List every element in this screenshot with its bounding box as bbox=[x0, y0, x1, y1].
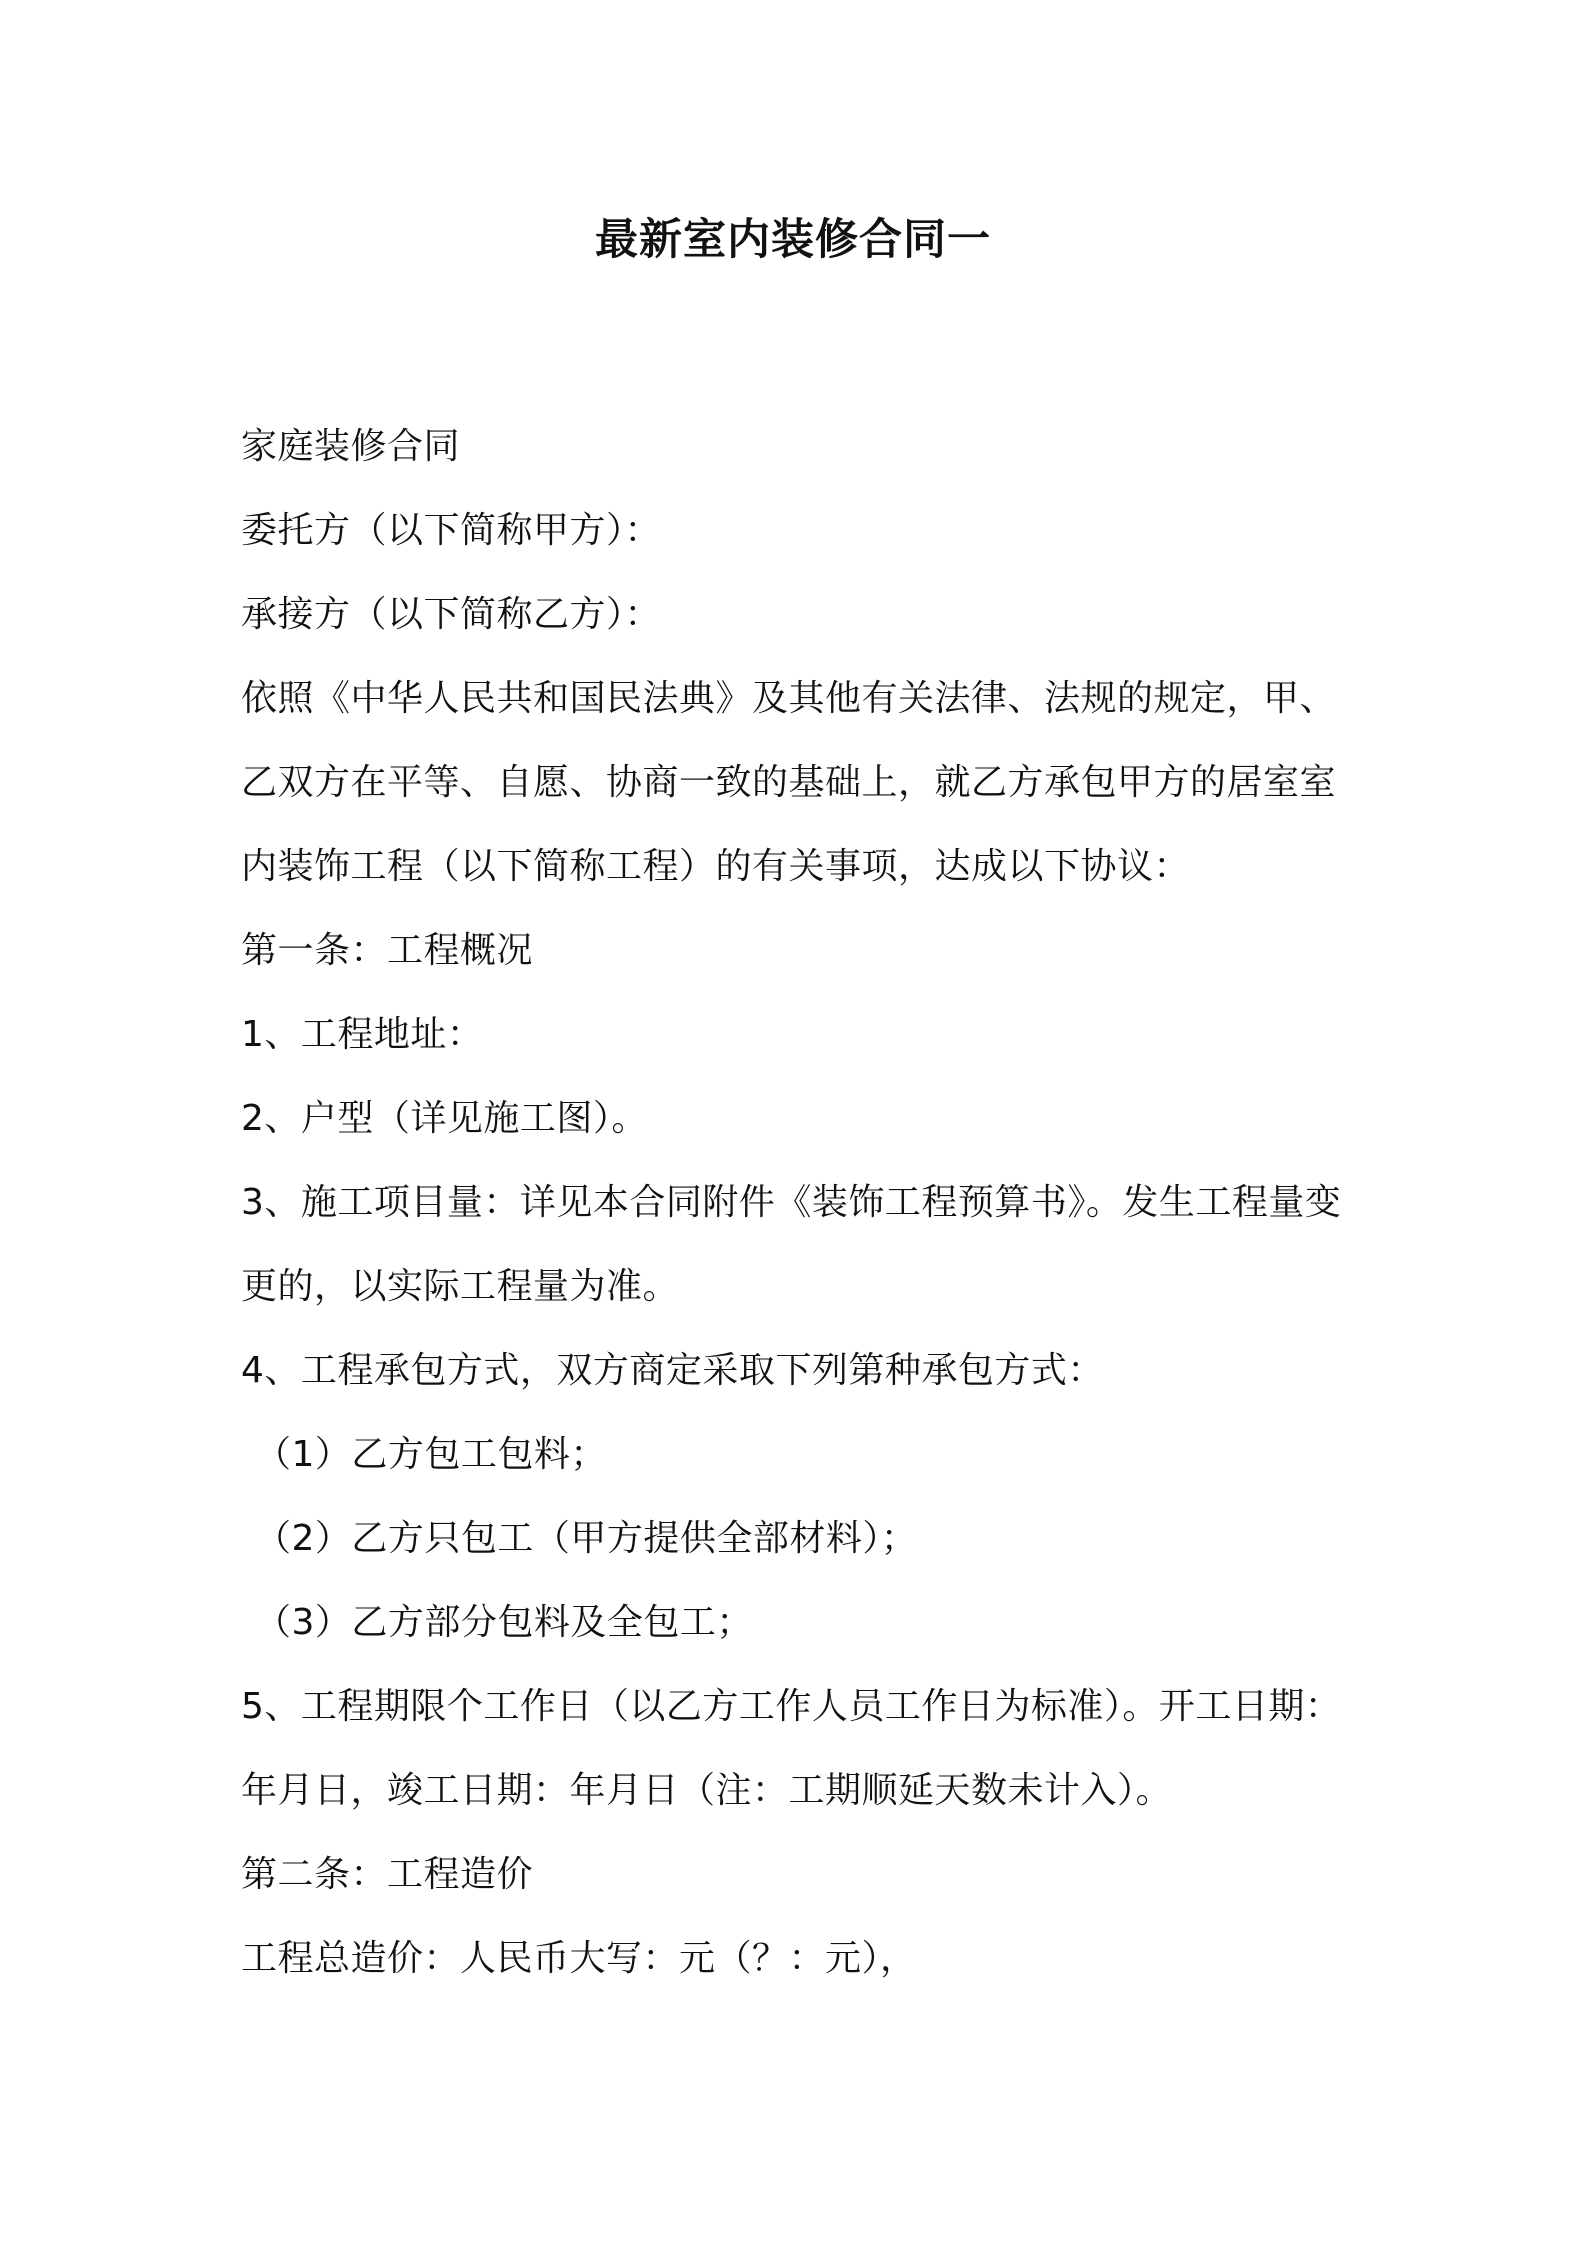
document-title: 最新室内装修合同一 bbox=[595, 215, 991, 265]
preamble-line-1: 依照《中华人民共和国民法典》及其他有关法律、法规的规定，甲、 bbox=[241, 678, 1337, 719]
total-price-line: 工程总造价：人民币大写：元（？：元）， bbox=[241, 1938, 917, 1979]
party-b-line: 承接方（以下简称乙方）： bbox=[241, 594, 662, 635]
item-4-contract-mode: 4、工程承包方式，双方商定采取下列第种承包方式： bbox=[241, 1350, 1104, 1391]
item-1-address: 1、工程地址： bbox=[241, 1014, 484, 1055]
option-1: （1）乙方包工包料； bbox=[255, 1434, 607, 1475]
document-body bbox=[241, 405, 1361, 2001]
article-1-heading: 第一条：工程概况 bbox=[241, 930, 534, 971]
party-a-line: 委托方（以下简称甲方）： bbox=[241, 510, 662, 551]
item-3-quantity-line-2: 更的，以实际工程量为准。 bbox=[241, 1266, 680, 1307]
item-5-duration-line-2: 年月日，竣工日期：年月日（注：工期顺延天数未计入）。 bbox=[241, 1770, 1173, 1811]
article-2-heading: 第二条：工程造价 bbox=[241, 1854, 534, 1895]
item-2-layout: 2、户型（详见施工图）。 bbox=[241, 1098, 648, 1139]
item-3-quantity-line-1: 3、施工项目量：详见本合同附件《装饰工程预算书》。发生工程量变 bbox=[241, 1182, 1342, 1223]
preamble-line-2: 乙双方在平等、自愿、协商一致的基础上，就乙方承包甲方的居室室 bbox=[241, 762, 1337, 803]
item-5-duration-line-1: 5、工程期限个工作日（以乙方工作人员工作日为标准）。开工日期： bbox=[241, 1686, 1342, 1727]
heading-home-decoration-contract: 家庭装修合同 bbox=[241, 426, 461, 467]
option-2: （2）乙方只包工（甲方提供全部材料）； bbox=[255, 1518, 918, 1559]
preamble-line-3: 内装饰工程（以下简称工程）的有关事项，达成以下协议： bbox=[241, 846, 1191, 887]
option-3: （3）乙方部分包料及全包工； bbox=[255, 1602, 753, 1643]
